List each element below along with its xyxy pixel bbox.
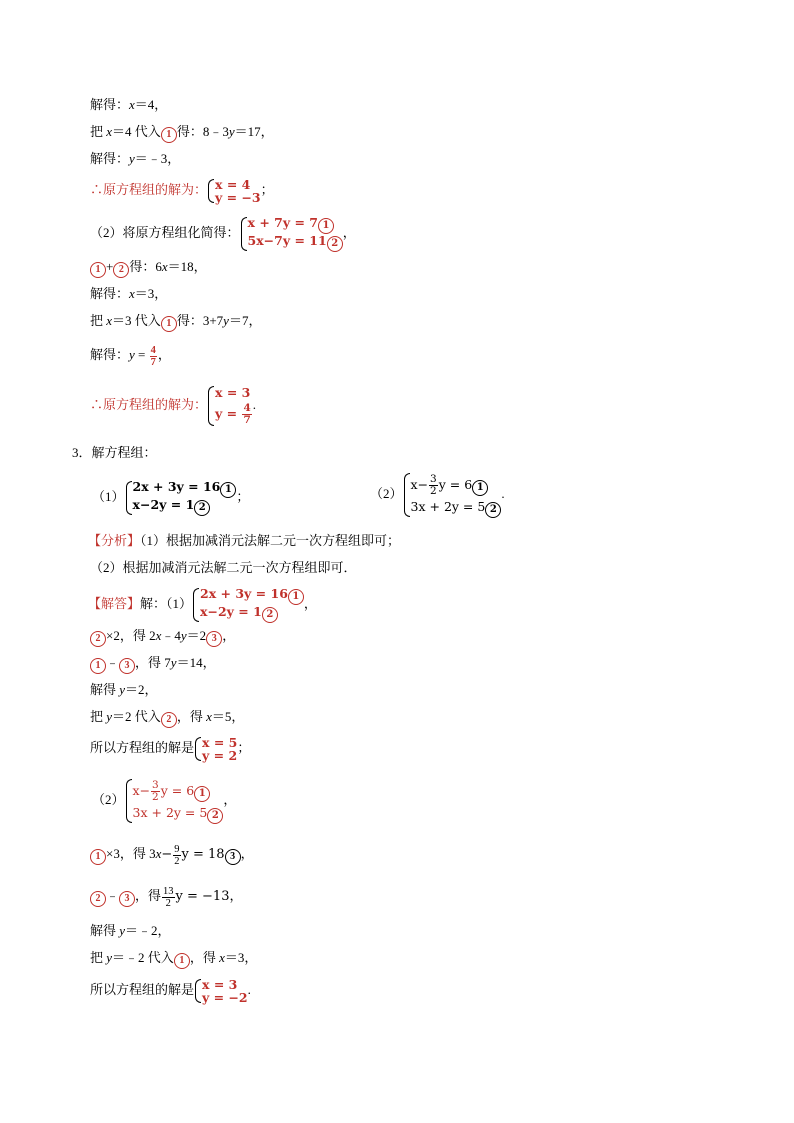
variable: y bbox=[129, 151, 135, 166]
text: 得：8﹣3 bbox=[176, 124, 229, 139]
equation: 2x + 3y = 16 bbox=[200, 586, 288, 601]
line-add-equations bbox=[90, 258, 207, 278]
text: （2）将原方程组化简得： bbox=[90, 224, 240, 240]
equation-row bbox=[215, 401, 253, 427]
line-solve-y-neg3 bbox=[90, 150, 180, 168]
text: （1）根据加减消元法解二元一次方程组即可； bbox=[140, 533, 401, 548]
text: ， bbox=[240, 846, 254, 861]
variable: y bbox=[119, 682, 126, 697]
text: = bbox=[134, 347, 149, 362]
text: − bbox=[161, 847, 173, 862]
equation-system bbox=[125, 480, 237, 516]
variable: y bbox=[106, 709, 113, 724]
step-multiply-3 bbox=[90, 840, 254, 869]
variable: y bbox=[223, 313, 229, 328]
equation: x−2y = 1 bbox=[200, 604, 262, 619]
circled-number: 1 bbox=[220, 482, 236, 498]
text: y = −13， bbox=[175, 889, 243, 904]
step-part-2-system bbox=[92, 778, 236, 824]
text: 解：（1） bbox=[140, 595, 193, 611]
circled-number: 1 bbox=[90, 849, 106, 865]
text: ； bbox=[260, 182, 274, 197]
fraction bbox=[151, 780, 160, 803]
text: ， bbox=[223, 792, 237, 807]
circled-number: 2 bbox=[485, 502, 501, 518]
label: （1） bbox=[92, 488, 125, 504]
text: ﹣ bbox=[106, 655, 120, 670]
equation-row bbox=[248, 234, 343, 252]
equation: x− bbox=[410, 477, 429, 493]
numerator: 13 bbox=[163, 885, 174, 897]
text: 把 bbox=[90, 709, 107, 724]
line-solve-x-3 bbox=[90, 285, 167, 303]
circled-number: 1 bbox=[174, 953, 190, 969]
denominator: 2 bbox=[152, 791, 159, 804]
label: （2） bbox=[92, 792, 125, 807]
numerator: 9 bbox=[174, 843, 180, 855]
text: ＝4， bbox=[134, 97, 168, 112]
numerator: 3 bbox=[152, 779, 159, 792]
question-3-title: 3．解方程组： bbox=[72, 445, 157, 460]
text: ＝2 代入 bbox=[112, 709, 161, 724]
text: ， bbox=[303, 595, 317, 611]
equation-row bbox=[133, 804, 224, 824]
text: ＝﹣3， bbox=[134, 151, 181, 166]
variable: x bbox=[129, 97, 135, 112]
analysis-line-2: （2）根据加减消元法解二元一次方程组即可． bbox=[90, 560, 357, 575]
circled-number: 3 bbox=[225, 849, 241, 865]
equation: 2x + 3y = 16 bbox=[132, 479, 221, 494]
text: 把 bbox=[90, 124, 107, 139]
step-substitute-y-neg2 bbox=[90, 949, 257, 969]
denominator: 2 bbox=[174, 855, 180, 867]
numerator: 3 bbox=[430, 473, 437, 486]
step-solution-2 bbox=[90, 976, 251, 1004]
circled-number: 3 bbox=[119, 658, 135, 674]
circled-number: 2 bbox=[207, 808, 223, 824]
text: ＝3， bbox=[134, 286, 168, 301]
circled-number: 2 bbox=[161, 712, 177, 728]
text: ＝4 代入 bbox=[112, 124, 161, 139]
text: 解得： bbox=[90, 347, 130, 362]
text: ＝3， bbox=[224, 950, 258, 965]
variable: x bbox=[155, 628, 162, 643]
text: ＝18， bbox=[167, 259, 207, 274]
equation-system bbox=[194, 736, 237, 762]
equation: x = 5 bbox=[202, 735, 238, 751]
circled-number: 2 bbox=[327, 236, 343, 252]
text: ＝2， bbox=[125, 682, 158, 697]
text: 解得： bbox=[90, 286, 130, 301]
circled-number: 1 bbox=[194, 786, 210, 802]
text: . bbox=[247, 982, 251, 997]
equation: y = −3 bbox=[215, 190, 261, 206]
circled-number: 2 bbox=[90, 631, 106, 647]
equation-system bbox=[207, 385, 253, 427]
circled-number: 2 bbox=[113, 262, 129, 278]
equation-row bbox=[200, 605, 304, 623]
variable: x bbox=[106, 124, 113, 139]
text: ﹣ bbox=[106, 888, 120, 903]
variable: x bbox=[106, 313, 113, 328]
denominator: 7 bbox=[150, 356, 156, 368]
text: 解得： bbox=[90, 151, 130, 166]
text: 把 bbox=[90, 313, 107, 328]
circled-number: 1 bbox=[288, 589, 304, 605]
circled-number: 1 bbox=[161, 127, 177, 143]
equation: 3x + 2y = 5 bbox=[132, 805, 208, 821]
numerator: 4 bbox=[150, 344, 156, 356]
equation: 5x−7y = 11 bbox=[247, 233, 327, 248]
answer-line-1 bbox=[88, 587, 317, 623]
text: ，得 7 bbox=[135, 655, 171, 670]
equation: x + 7y = 7 bbox=[247, 215, 318, 230]
equation: y = bbox=[215, 406, 242, 422]
line-substitute-x-3 bbox=[90, 312, 261, 332]
circled-number: 2 bbox=[262, 607, 278, 623]
question-3-part-2 bbox=[370, 472, 505, 518]
equation: y = 2 bbox=[202, 748, 238, 764]
line-simplify-system bbox=[90, 216, 356, 252]
text: . bbox=[252, 397, 257, 412]
variable: y bbox=[106, 950, 113, 965]
text: ∴原方程组的解为： bbox=[90, 182, 208, 197]
equation-row bbox=[248, 216, 343, 234]
fraction bbox=[429, 474, 438, 497]
label: （2） bbox=[370, 486, 403, 501]
analysis-tag: 【分析】 bbox=[88, 533, 141, 548]
text: ， bbox=[342, 224, 356, 240]
text: ＝5， bbox=[211, 709, 245, 724]
text: 解得： bbox=[90, 97, 130, 112]
equation-system bbox=[125, 778, 224, 824]
variable: x bbox=[161, 259, 168, 274]
line-solution-2 bbox=[90, 381, 256, 429]
text: 解得 bbox=[90, 923, 120, 938]
variable: y bbox=[129, 347, 135, 362]
line-solve-x-4 bbox=[90, 96, 167, 114]
variable: y bbox=[170, 655, 177, 670]
step-solution-1 bbox=[90, 734, 250, 762]
variable: x bbox=[219, 950, 225, 965]
text: ＝7， bbox=[228, 313, 262, 328]
circled-number: 1 bbox=[90, 658, 106, 674]
circled-number: 1 bbox=[90, 262, 106, 278]
text: 解得 bbox=[90, 682, 120, 697]
equation-system bbox=[207, 178, 261, 204]
text: ﹣4 bbox=[161, 628, 181, 643]
numerator: 4 bbox=[243, 402, 251, 415]
text: ＝2 bbox=[186, 628, 207, 643]
variable: x bbox=[206, 709, 212, 724]
text: ＝3 代入 bbox=[112, 313, 161, 328]
equation: 3x + 2y = 5 bbox=[410, 499, 486, 515]
equation-row bbox=[133, 778, 224, 804]
text: ＝﹣2， bbox=[125, 923, 171, 938]
text: y = 18 bbox=[181, 847, 225, 862]
step-subtract bbox=[90, 654, 216, 674]
step-substitute-y-2 bbox=[90, 708, 244, 728]
text: ＝﹣2 代入 bbox=[112, 950, 174, 965]
step-solve-y-2 bbox=[90, 681, 158, 699]
text: ＝14， bbox=[176, 655, 216, 670]
line-solution-1 bbox=[90, 176, 274, 204]
circled-number: 3 bbox=[119, 891, 135, 907]
text: ； bbox=[237, 740, 251, 755]
text: ∴原方程组的解为： bbox=[90, 397, 208, 412]
fraction bbox=[173, 844, 180, 867]
text: + bbox=[106, 259, 114, 274]
equation: y = −2 bbox=[202, 990, 248, 1006]
denominator: 7 bbox=[243, 414, 251, 427]
line-solve-y-fraction bbox=[90, 340, 171, 370]
text: ＝17， bbox=[234, 124, 274, 139]
text: 把 bbox=[90, 950, 107, 965]
fraction bbox=[150, 345, 157, 368]
equation: x− bbox=[132, 783, 151, 799]
equation: x = 3 bbox=[215, 385, 251, 401]
text: 得：3+7 bbox=[176, 313, 224, 328]
variable: y bbox=[119, 923, 126, 938]
step-subtract-2 bbox=[90, 880, 242, 913]
text: ； bbox=[236, 488, 250, 504]
denominator: 2 bbox=[165, 897, 171, 909]
equation-row bbox=[200, 587, 304, 605]
equation: x = 3 bbox=[202, 977, 238, 993]
text: ， bbox=[222, 628, 236, 643]
text: ，得 bbox=[176, 709, 207, 724]
equation-row bbox=[133, 480, 237, 498]
text: ×3，得 3 bbox=[106, 846, 156, 861]
variable: y bbox=[228, 124, 235, 139]
variable: x bbox=[129, 286, 135, 301]
equation-system bbox=[240, 216, 343, 252]
equation-row bbox=[133, 498, 237, 516]
circled-number: 2 bbox=[90, 891, 106, 907]
variable: y bbox=[180, 628, 187, 643]
step-solve-y-neg2 bbox=[90, 922, 171, 940]
equation: x−2y = 1 bbox=[132, 497, 195, 512]
fraction bbox=[242, 403, 251, 426]
equation-system bbox=[403, 472, 505, 518]
text: ，得 bbox=[135, 888, 162, 903]
step-multiply-2 bbox=[90, 627, 235, 647]
variable: x bbox=[155, 846, 162, 861]
circled-number: 1 bbox=[161, 316, 177, 332]
equation-row bbox=[411, 472, 502, 498]
text: . bbox=[501, 486, 505, 501]
equation-row bbox=[411, 498, 502, 518]
equation: x = 4 bbox=[215, 177, 251, 193]
text: 得：6 bbox=[129, 259, 162, 274]
fraction bbox=[162, 886, 175, 909]
text: ，得 bbox=[189, 950, 220, 965]
equation: y = 6 bbox=[160, 783, 195, 799]
equation-system bbox=[194, 978, 248, 1004]
denominator: 2 bbox=[430, 485, 437, 498]
text: ， bbox=[157, 347, 171, 362]
question-3-part-1 bbox=[92, 480, 249, 516]
text: ×2，得 2 bbox=[106, 628, 156, 643]
circled-number: 3 bbox=[206, 631, 222, 647]
circled-number: 2 bbox=[194, 500, 210, 516]
text: 所以方程组的解是 bbox=[90, 740, 195, 755]
equation-system bbox=[192, 587, 304, 623]
answer-tag: 【解答】 bbox=[88, 595, 141, 611]
analysis-line-1 bbox=[88, 532, 400, 550]
line-substitute-x-4 bbox=[90, 123, 274, 143]
circled-number: 1 bbox=[472, 480, 488, 496]
text: 所以方程组的解是 bbox=[90, 982, 195, 997]
circled-number: 1 bbox=[318, 218, 334, 234]
equation: y = 6 bbox=[438, 477, 473, 493]
